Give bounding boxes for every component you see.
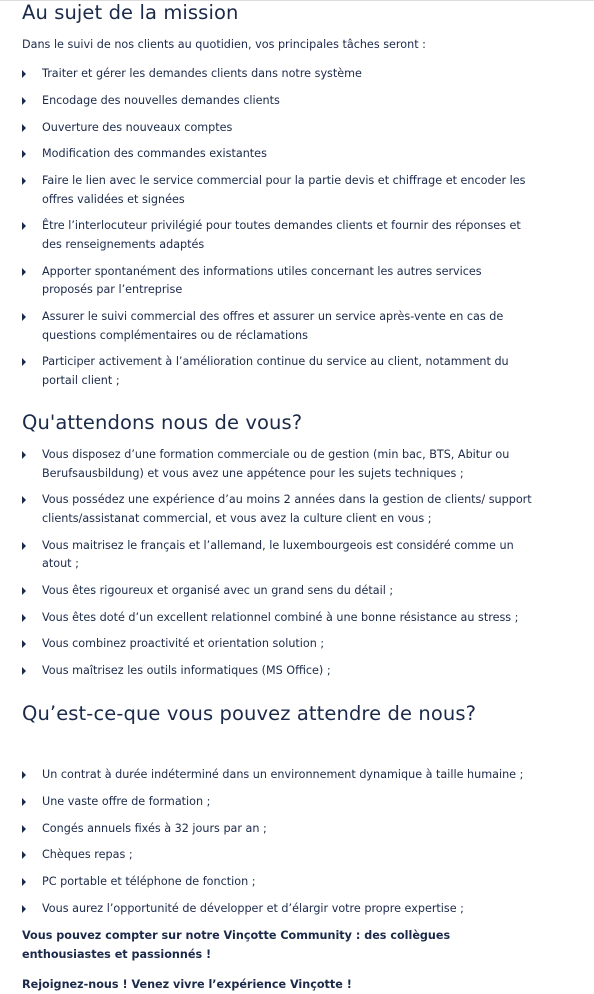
bullet-triangle-icon [22, 798, 26, 806]
list-item-text: Vous êtes rigoureux et organisé avec un grand sens du détail ; [42, 583, 394, 597]
profile-requirement-item [22, 491, 534, 528]
join-call-to-action: Rejoignez-nous ! Venez vivre l’expérience Vinçotte ! [22, 978, 352, 991]
offer-benefit-item [22, 793, 534, 812]
bullet-triangle-icon [22, 496, 26, 504]
list-item-text: Vous combinez proactivité et orientation solution ; [42, 637, 325, 651]
list-item-text: Être l’interlocuteur privilégié pour toutes demandes clients et fournir des réponses et des renseignements adaptés [42, 219, 521, 251]
mission-task-item [22, 217, 534, 254]
list-item-text: Ouverture des nouveaux comptes [42, 120, 233, 134]
list-item-text: Congés annuels fixés à 32 jours par an ; [42, 821, 267, 835]
list-item-text: PC portable et téléphone de fonction ; [42, 875, 256, 889]
profile-requirement-item [22, 635, 534, 654]
profile-requirement-item [22, 609, 534, 628]
offer-benefit-list [22, 766, 534, 927]
profile-requirement-item [22, 537, 534, 574]
offer-benefit-item [22, 846, 534, 865]
profile-requirement-item [22, 446, 534, 483]
bullet-triangle-icon [22, 97, 26, 105]
profile-requirement-item [22, 662, 534, 681]
list-item-text: Vous êtes doté d’un excellent relationnel combiné à une bonne résistance au stress ; [42, 610, 519, 624]
list-item-text: Une vaste offre de formation ; [42, 794, 211, 808]
mission-task-list [22, 65, 534, 399]
bullet-triangle-icon [22, 150, 26, 158]
mission-intro: Dans le suivi de nos clients au quotidien, vos principales tâches seront : [22, 38, 426, 51]
list-item-text: Chèques repas ; [42, 848, 133, 862]
bullet-triangle-icon [22, 124, 26, 132]
list-item-text: Vous aurez l’opportunité de développer et d’élargir votre propre expertise ; [42, 901, 464, 915]
list-item-text: Vous maîtrisez les outils informatiques (MS Office) ; [42, 664, 331, 678]
profile-heading: Qu'attendons nous de vous? [22, 411, 303, 434]
mission-task-item [22, 119, 534, 138]
bullet-triangle-icon [22, 771, 26, 779]
mission-task-item [22, 263, 534, 300]
list-item-text: Modification des commandes existantes [42, 147, 267, 161]
list-item-text: Apporter spontanément des informations utiles concernant les autres services proposés par l’entreprise [42, 264, 482, 297]
mission-heading: Au sujet de la mission [22, 1, 239, 24]
offer-heading: Qu’est-ce-que vous pouvez attendre de nous? [22, 702, 477, 725]
offer-benefit-item [22, 873, 534, 892]
bullet-triangle-icon [22, 905, 26, 913]
profile-requirement-list [22, 446, 534, 689]
bullet-triangle-icon [22, 542, 26, 550]
list-item-text: Un contrat à durée indéterminé dans un environnement dynamique à taille humaine ; [42, 768, 524, 781]
bullet-triangle-icon [22, 640, 26, 648]
list-item-text: Vous maitrisez le français et l’allemand, le luxembourgeois est considéré comme un atout ; [42, 538, 514, 571]
bullet-triangle-icon [22, 587, 26, 595]
bullet-triangle-icon [22, 222, 26, 230]
community-statement: Vous pouvez compter sur notre Vinçotte Community : des collègues enthousiastes et passionnés ! [22, 929, 451, 961]
list-item-text: Vous disposez d’une formation commerciale ou de gestion (min bac, BTS, Abitur ou Berufsausbildung) et vous avez une appétence pour les sujets techniques ; [42, 448, 510, 480]
list-item-text: Faire le lien avec le service commercial pour la partie devis et chiffrage et encoder les offres validées et signées [42, 174, 526, 206]
bullet-triangle-icon [22, 177, 26, 185]
bullet-triangle-icon [22, 358, 26, 366]
mission-task-item [22, 92, 534, 111]
list-item-text: Traiter et gérer les demandes clients dans notre système [42, 67, 362, 80]
list-item-text: Encodage des nouvelles demandes clients [42, 93, 280, 107]
mission-task-item [22, 145, 534, 164]
offer-benefit-item [22, 900, 534, 919]
offer-benefit-item [22, 766, 534, 785]
bullet-triangle-icon [22, 825, 26, 833]
bullet-triangle-icon [22, 878, 26, 886]
bullet-triangle-icon [22, 268, 26, 276]
mission-task-item [22, 172, 534, 209]
bullet-triangle-icon [22, 313, 26, 321]
list-item-text: Assurer le suivi commercial des offres et assurer un service après-vente en cas de questions complémentaires ou de réclamations [42, 310, 504, 342]
list-item-text: Vous possédez une expérience d’au moins 2 années dans la gestion de clients/ support clients/assistanat commercial, et vous avez la culture client en vous ; [42, 493, 532, 525]
mission-task-item [22, 308, 534, 345]
bullet-triangle-icon [22, 614, 26, 622]
bullet-triangle-icon [22, 667, 26, 675]
bullet-triangle-icon [22, 70, 26, 78]
bullet-triangle-icon [22, 451, 26, 459]
mission-task-item [22, 353, 534, 390]
list-item-text: Participer activement à l’amélioration continue du service au client, notamment du portail client ; [42, 355, 509, 387]
mission-task-item [22, 65, 534, 84]
profile-requirement-item [22, 582, 534, 601]
bullet-triangle-icon [22, 851, 26, 859]
offer-benefit-item [22, 820, 534, 839]
